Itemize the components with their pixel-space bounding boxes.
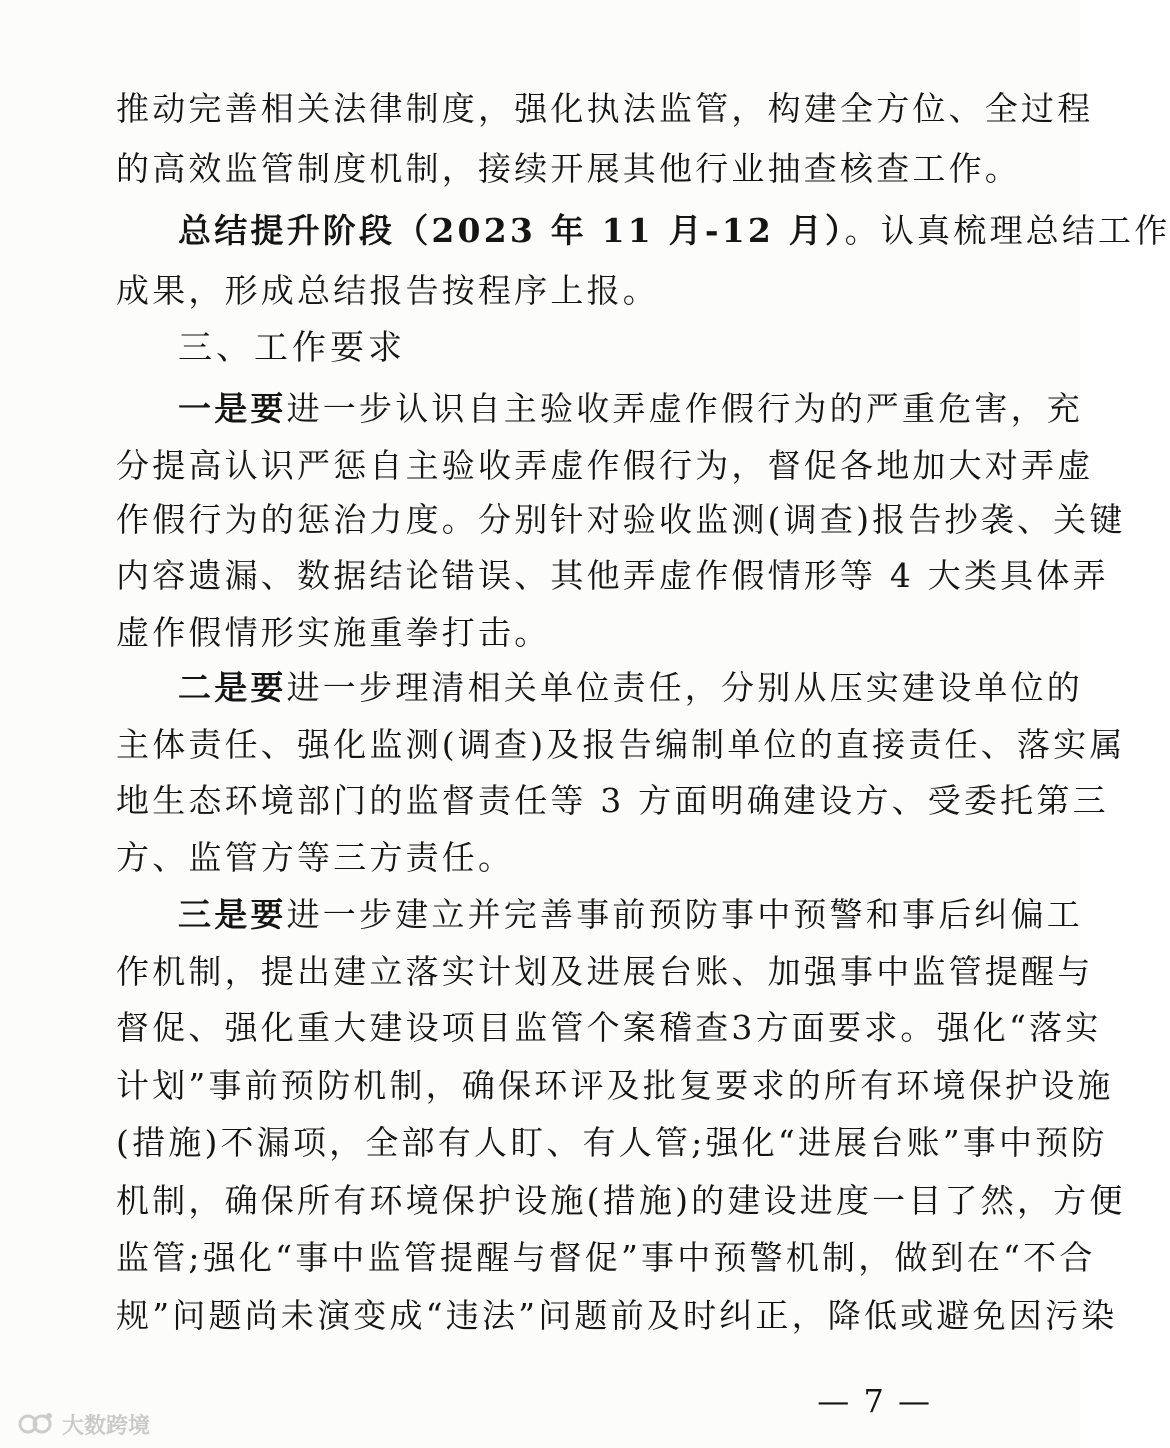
text-line: 分提高认识严惩自主验收弄虚作假行为，督促各地加大对弄虚 <box>116 446 1094 485</box>
watermark <box>18 1404 150 1444</box>
text-line: 监管;强化“事中监管提醒与督促”事中预警机制，做到在“不合 <box>116 1238 1096 1277</box>
text-line: 作假行为的惩治力度。分别针对验收监测(调查)报告抄袭、关键 <box>116 500 1126 539</box>
watermark-text: 大数跨境 <box>62 1413 151 1439</box>
text-line: 作机制，提出建立落实计划及进展台账、加强事中监管提醒与 <box>116 952 1094 991</box>
text-line: 虚作假情形实施重拳打击。 <box>116 613 551 652</box>
text-line: 机制，确保所有环境保护设施(措施)的建设进度一目了然，方便 <box>116 1181 1126 1220</box>
requirement-one-label: 一是要 <box>178 389 287 428</box>
requirement-two-label: 二是要 <box>178 668 287 707</box>
text-line: 督促、强化重大建设项目监管个案稽查3方面要求。强化“落实 <box>116 1008 1102 1047</box>
text-line: 计划”事前预防机制，确保环评及批复要求的所有环境保护设施 <box>116 1066 1114 1105</box>
text-line: 的高效监管制度机制，接续开展其他行业抽查核查工作。 <box>116 149 1021 188</box>
text-line: 规”问题尚未演变成“违法”问题前及时纠正，降低或避免因污染 <box>116 1296 1118 1335</box>
text-line: 地生态环境部门的监督责任等 3 方面明确建设方、受委托第三 <box>116 781 1109 820</box>
text-line: 推动完善相关法律制度，强化执法监管，构建全方位、全过程 <box>116 89 1094 128</box>
stage-summary-line: 总结提升阶段（2023 年 11 月-12 月）。认真梳理总结工作 <box>178 211 1170 250</box>
requirement-two-line: 二是要进一步理清相关单位责任，分别从压实建设单位的 <box>178 668 1084 707</box>
text-line: (措施)不漏项，全部有人盯、有人管;强化“进展台账”事中预防 <box>116 1123 1108 1162</box>
text-line: 内容遗漏、数据结论错误、其他弄虚作假情形等 4 大类具体弄 <box>116 556 1109 595</box>
watermark-logo-icon <box>18 1410 54 1438</box>
requirement-one-line: 一是要进一步认识自主验收弄虚作假行为的严重危害，充 <box>178 389 1084 428</box>
text-line: 成果，形成总结报告按程序上报。 <box>116 271 659 310</box>
text-line: 方、监管方等三方责任。 <box>116 838 515 877</box>
text-line: 主体责任、强化监测(调查)及报告编制单位的直接责任、落实属 <box>116 725 1126 764</box>
page-number: — 7 — <box>817 1382 932 1420</box>
section-heading: 三、工作要求 <box>178 328 406 368</box>
requirement-three-line: 三是要进一步建立并完善事前预防事中预警和事后纠偏工 <box>178 895 1084 934</box>
requirement-three-label: 三是要 <box>178 895 287 934</box>
stage-summary-label: 总结提升阶段（2023 年 11 月-12 月） <box>178 211 845 250</box>
